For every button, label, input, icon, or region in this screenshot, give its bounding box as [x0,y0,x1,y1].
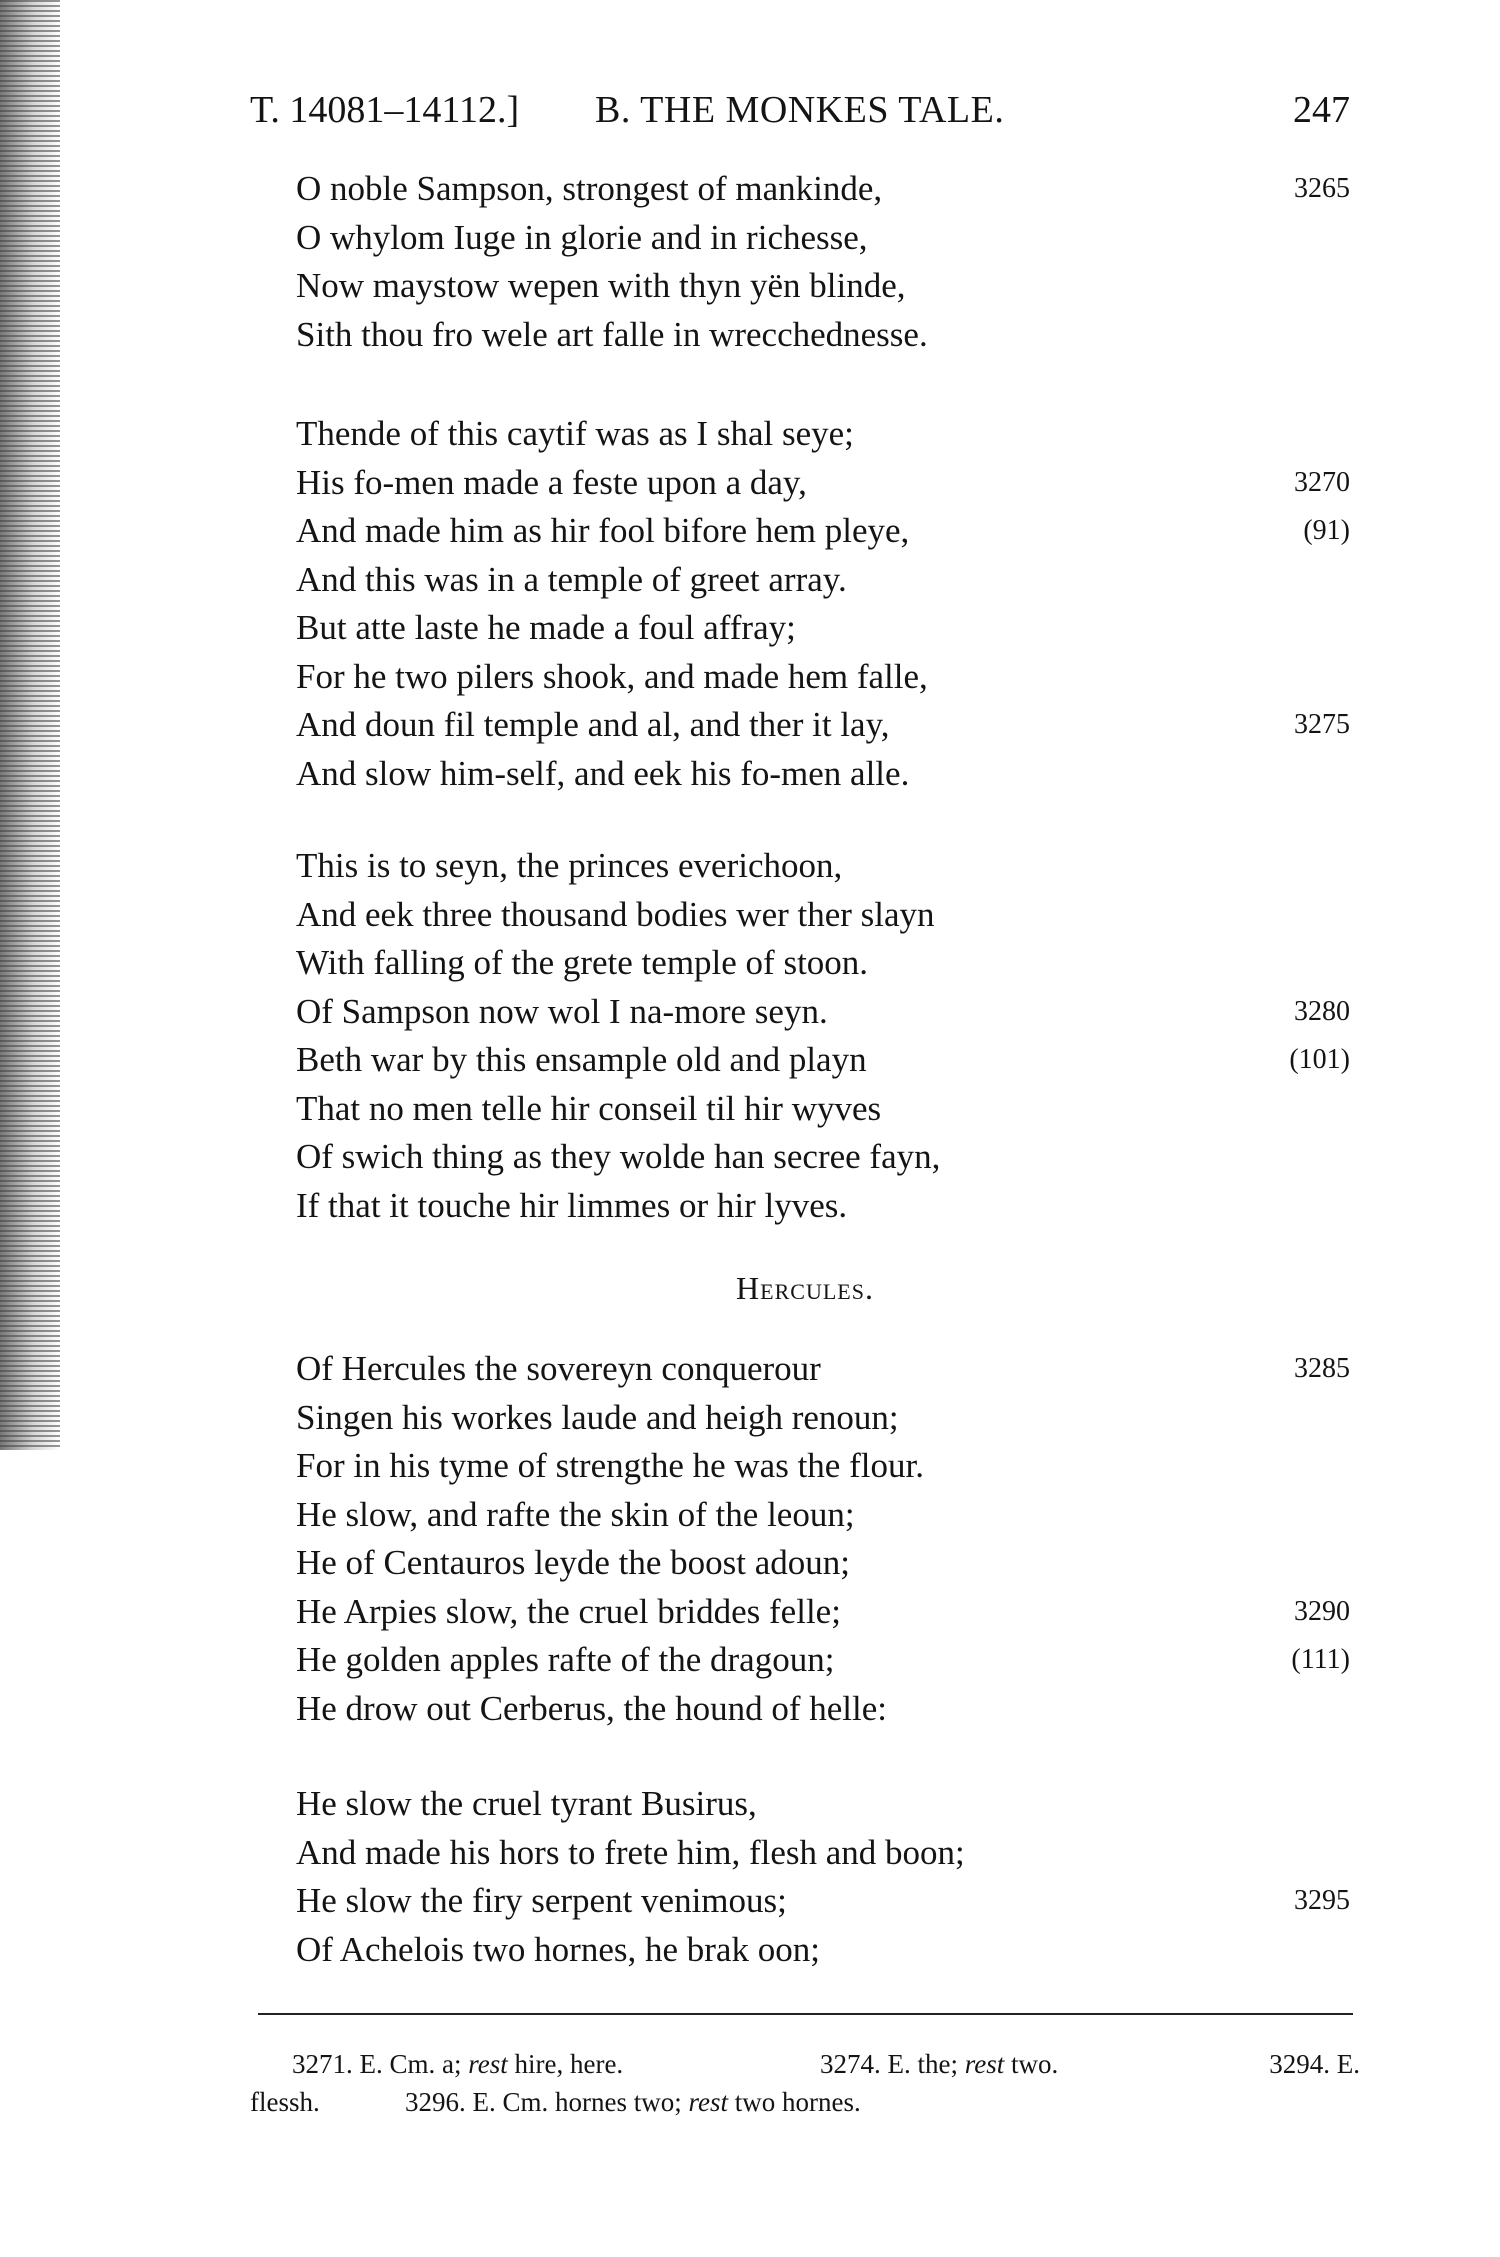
verse-line [296,459,1350,507]
line-number: 3280 [1294,995,1350,1027]
verse-text: This is to seyn, the princes everichoon, [296,846,843,885]
verse-line [296,1491,1350,1539]
verse-line [296,939,1350,987]
verse-text: He of Centauros leyde the boost adoun; [296,1543,851,1582]
footnote-3274: 3274. E. the; rest two. [820,2049,1059,2079]
footnote-3271: 3271. E. Cm. a; rest hire, here. [292,2049,624,2079]
verse-line [296,1588,1350,1636]
verse-text: He slow, and rafte the skin of the leoun; [296,1494,855,1534]
verse-line [296,842,1350,890]
verse-line [296,1036,1350,1084]
scanned-page-edge [0,0,60,1450]
verse-text: If that it touche hir limmes or hir lyves. [296,1185,848,1225]
line-range: T. 14081–14112.] [250,89,520,131]
verse-line [296,988,1350,1036]
verse-text: Of Achelois two hornes, he brak oon; [296,1929,820,1969]
verse-text: And doun fil temple and al, and ther it lay, [296,705,890,744]
footnote-3294: 3294. E. [1269,2049,1360,2079]
verse-line [296,1636,1350,1684]
verse-line [296,507,1350,555]
verse-text: He golden apples rafte of the dragoun; [296,1640,835,1679]
line-number: (111) [1291,1644,1350,1675]
verse-text: And eek three thousand bodies wer ther slayn [296,894,935,934]
verse-line [296,410,1350,458]
verse-line [296,165,1350,213]
verse-text: With falling of the grete temple of stoon. [296,943,869,982]
verse-line [296,214,1350,262]
line-number: 3270 [1294,466,1350,498]
verse-line [296,311,1350,359]
verse-text: O whylom Iuge in glorie and in richesse, [296,217,868,257]
verse-text: Thende of this caytif was as I shal seye; [296,414,854,453]
verse-line [296,701,1350,749]
verse-text: And slow him-self, and eek his fo-men alle. [296,753,910,793]
verse-line [296,1442,1350,1490]
verse-text: For he two pilers shook, and made hem falle, [296,656,928,696]
line-number: 3295 [1294,1885,1350,1916]
line-number: (91) [1303,515,1350,546]
section-title: Hercules. [736,1270,874,1306]
verse-text: And this was in a temple of greet array. [296,559,847,599]
line-number: 3275 [1294,709,1350,740]
running-title: B. THE MONKES TALE. [595,89,1005,131]
verse-text: He slow the cruel tyrant Busirus, [296,1784,757,1823]
footnote-3296: 3296. E. Cm. hornes two; rest two hornes. [405,2087,861,2117]
verse-line [296,1780,1350,1828]
footnote-rule [258,2013,1353,2015]
verse-line [296,1085,1350,1133]
verse-line [296,556,1350,604]
line-number: 3285 [1294,1353,1350,1384]
verse-line [296,1539,1350,1587]
verse-line [296,653,1350,701]
verse-line [296,1345,1350,1393]
verse-line [296,1685,1350,1733]
verse-text: Now maystow wepen with thyn yën blinde, [296,266,906,305]
verse-text: Of Hercules the sovereyn conquerour [296,1349,821,1388]
verse-text: Of Sampson now wol I na-more seyn. [296,991,828,1031]
verse-line [296,1877,1350,1925]
verse-text: But atte laste he made a foul affray; [296,608,796,647]
verse-text: Singen his workes laude and heigh renoun; [296,1397,899,1437]
line-number: 3290 [1294,1595,1350,1627]
line-number: 3265 [1294,173,1350,204]
verse-text: That no men telle hir conseil til hir wyves [296,1088,882,1128]
verse-text: Beth war by this ensample old and playn [296,1040,867,1079]
verse-text: For in his tyme of strengthe he was the flour. [296,1446,924,1485]
verse-line [296,1926,1350,1974]
verse-text: He Arpies slow, the cruel briddes felle; [296,1591,841,1631]
verse-line [296,1394,1350,1442]
verse-text: And made his hors to frete him, flesh and boon; [296,1832,965,1872]
verse-line [296,604,1350,652]
line-number: (101) [1289,1044,1350,1075]
verse-line [296,1829,1350,1877]
verse-line [296,750,1350,798]
verse-text: His fo-men made a feste upon a day, [296,462,807,502]
verse-text: Of swich thing as they wolde han secree fayn, [296,1137,941,1176]
verse-text: Sith thou fro wele art falle in wrecchednesse. [296,314,928,354]
verse-text: He slow the firy serpent venimous; [296,1881,787,1920]
verse-text: And made him as hir fool bifore hem pleye, [296,511,910,550]
verse-text: O noble Sampson, strongest of mankinde, [296,169,883,208]
verse-line [296,1182,1350,1230]
verse-line [296,1133,1350,1181]
page-header [250,88,1350,138]
verse-text: He drow out Cerberus, the hound of helle: [296,1688,887,1728]
page-number: 247 [1293,89,1350,131]
footnote-3294-continued: flessh. [250,2087,320,2117]
verse-line [296,262,1350,310]
verse-line [296,891,1350,939]
